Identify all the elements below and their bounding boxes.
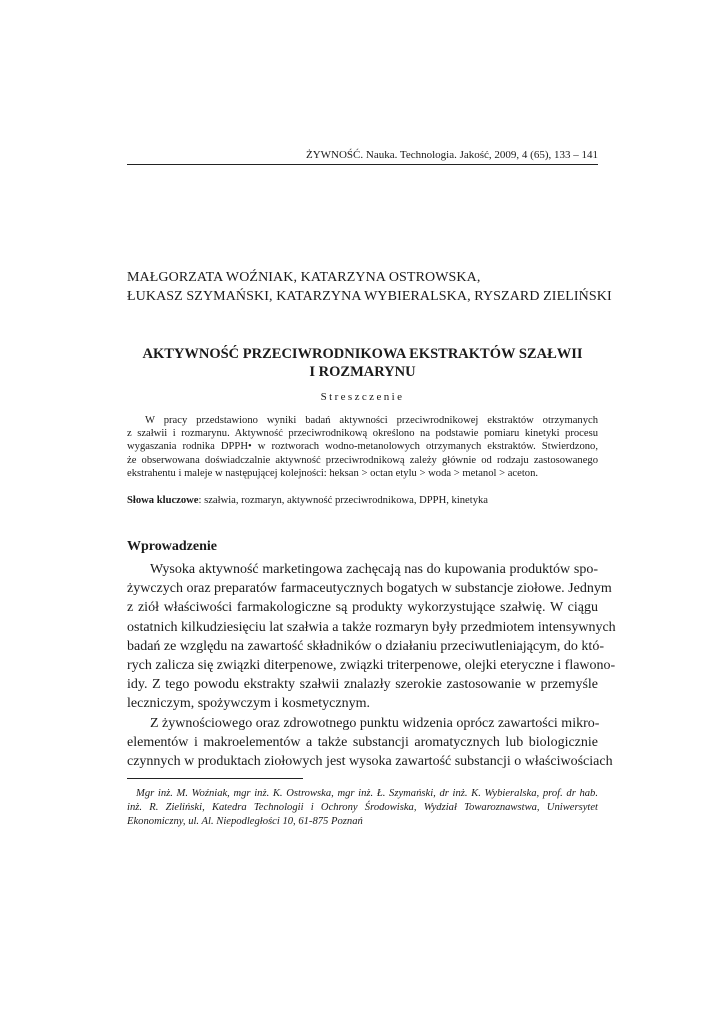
article-title xyxy=(127,345,598,381)
body-line: z ziół właściwości farmakologiczne są produkty wykorzystujące szałwię. W ciągu xyxy=(127,600,598,616)
keywords-text: : szałwia, rozmaryn, aktywność przeciwrodnikowa, DPPH, kinetyka xyxy=(198,495,489,506)
body-line: Z żywnościowego oraz zdrowotnego punktu widzenia oprócz zawartości mikro- xyxy=(150,715,600,731)
body-line: Wysoka aktywność marketingowa zachęcają nas do kupowania produktów spo- xyxy=(150,562,598,577)
author-list xyxy=(127,268,612,306)
body-line: rych zalicza się związki diterpenowe, związki triterpenowe, olejki eteryczne i flawono- xyxy=(127,657,616,673)
footnote-line: inż. R. Zieliński, Katedra Technologii i Ochrony Środowiska, Wydział Towaroznawstwa, Uniwersytet xyxy=(127,802,598,813)
body-line: ostatnich kilkudziesięciu lat szałwia a także rozmaryn były przedmiotem intensywnych xyxy=(127,619,616,635)
keywords xyxy=(127,494,598,507)
author-line-2: ŁUKASZ SZYMAŃSKI, KATARZYNA WYBIERALSKA, RYSZARD ZIELIŃSKI xyxy=(127,289,612,304)
title-line-1: AKTYWNOŚĆ PRZECIWRODNIKOWA EKSTRAKTÓW SZAŁWII xyxy=(142,346,583,362)
header-rule xyxy=(127,164,598,165)
footnote-line: Mgr inż. M. Woźniak, mgr inż. K. Ostrowska, mgr inż. Ł. Szymański, dr inż. K. Wybieralska, prof. dr hab. xyxy=(136,788,598,799)
abstract-line: że obserwowana doświadczalnie aktywność przeciwrodnikową zależy głównie od rodzaju zastosowanego xyxy=(127,454,598,466)
abstract xyxy=(127,414,598,480)
body-line: badań ze względu na zawartość składników o działaniu przeciwutleniającym, do któ- xyxy=(127,638,604,654)
body-line: czynnych w produktach ziołowych jest wysoka zawartość substancji o właściwościach xyxy=(127,753,613,769)
abstract-line: ekstrahentu i maleje w następującej kolejności: heksan > octan etylu > woda > metanol > aceton. xyxy=(127,467,539,479)
section-heading-introduction: Wprowadzenie xyxy=(127,539,217,554)
author-line-1: MAŁGORZATA WOŹNIAK, KATARZYNA OSTROWSKA, xyxy=(127,270,481,285)
footnote-line: Ekonomiczny, ul. Al. Niepodległości 10, 61-875 Poznań xyxy=(127,816,363,827)
abstract-line: wygaszania rodnika DPPH• w roztworach wodno-metanolowych otrzymanych ekstraktów. Stwierdzono, xyxy=(127,441,598,453)
running-head: ŻYWNOŚĆ. Nauka. Technologia. Jakość, 2009, 4 (65), 133 – 141 xyxy=(305,149,598,161)
body-line: elementów i makroelementów a także substancji aromatycznych lub biologicznie xyxy=(127,734,598,750)
abstract-heading: Streszczenie xyxy=(320,391,405,403)
abstract-line: z szałwii i rozmarynu. Aktywność przeciwrodnikową określono na podstawie pomiaru kinetyki procesu xyxy=(127,428,598,440)
keywords-label: Słowa kluczowe xyxy=(127,495,199,506)
footnote-rule xyxy=(127,778,303,779)
abstract-line: W pracy przedstawiono wyniki badań aktywności przeciwrodnikowej ekstraktów otrzymanych xyxy=(145,415,598,426)
introduction-body xyxy=(127,560,616,771)
body-line: idy. Z tego powodu ekstrakty szałwii znalazły szerokie zastosowanie w przemyśle xyxy=(127,677,598,693)
body-line: leczniczym, spożywczym i kosmetycznym. xyxy=(127,696,370,712)
title-line-2: I ROZMARYNU xyxy=(309,364,416,380)
author-affiliation-footnote xyxy=(127,787,598,829)
body-line: żywczych oraz preparatów farmaceutycznych bogatych w substancje ziołowe. Jednym xyxy=(127,581,612,597)
